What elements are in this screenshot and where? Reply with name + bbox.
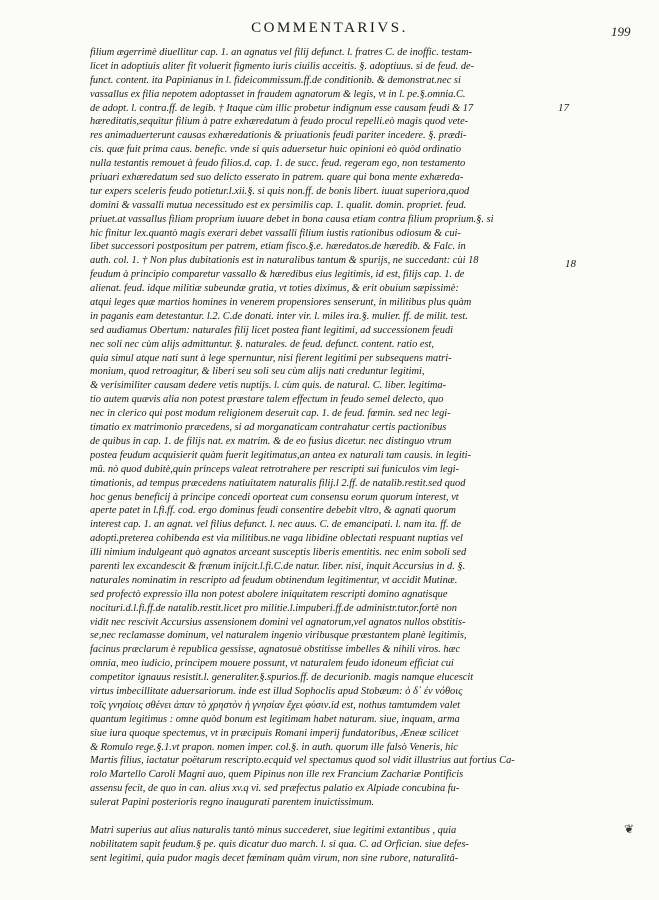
text-line: funct. content. ita Papinianus in l. fideicommissum.ff.de conditionib. & demonstrat.nec si — [90, 74, 461, 86]
text-line: libet successori postpositum per patrem, etiam fisco.§.e. hæredatos.de hæredib. & Falc. in — [90, 241, 466, 253]
text-line: sed audiamus Obertum: naturales filij licet postea fiant legitimi, ad successionem feudi — [90, 324, 454, 336]
text-line: cis. quæ fuit prima caus. benefic. vnde si quis aduersetur huic opinioni eò quòd ordinatio — [90, 144, 462, 156]
text-line: Matri superius aut alius naturalis tantò minus succederet, siue legitimi extantibus , quia — [90, 824, 457, 836]
text-line: postea feudum acquisierit quàm fuerit legitimatus,an antea ex naturali tam causis. in legiti- — [90, 449, 471, 461]
text-line: de quibus in cap. 1. de filijs nat. ex matrim. & de eo fusius dicetur. nec distinguo vtrum — [90, 435, 452, 447]
text-line: quantum legitimus : omne quòd bonum est legitimam habet naturam. siue, inquam, arma — [90, 713, 460, 725]
text-line: tur expers sceleris feudo potietur.l.xii.§. si quis non.ff. de bonis libert. iuuat superiora,quod — [90, 185, 470, 197]
text-line: priuari exhæredatum sed suo delicto esserato in patrem. quare qui bona mente exhæreda- — [90, 172, 464, 184]
printer-ornament: ❦ — [624, 822, 635, 836]
text-line: nec in clerico qui post modum religionem deseruit cap. 1. de feud. fœmin. sed nec legi- — [90, 408, 451, 420]
text-line: monium, quod retroagitur, & liberi seu soli seu cùm alijs nati creduntur legitimi, — [90, 366, 425, 378]
text-line: sed profectò expressio illa non potest abolere iniquitatem rescripti domino agnatisque — [90, 588, 448, 600]
text-line: hæreditatis,sequitur filium à patre exhæredatum à feudo procul repelli.eò magis quod vete- — [90, 116, 469, 128]
text-line: vidit nec rescivit Accursius assensionem domini vel agnatorum,vel agnatos nullos obstitis- — [90, 616, 466, 628]
text-line: τοῖς γνησίοις σθένει ἀπαν τὸ χρηστὸν ἡ γνησίαν ἔχει φύσιν.id est, nothus tamtumdem valet — [90, 699, 460, 711]
text-line — [90, 810, 545, 824]
running-title: COMMENTARIVS. — [251, 20, 408, 36]
text-line: de adopt. l. contra.ff. de legib. † Itaque cùm illic probetur indignum esse causam feudi & 17 — [90, 102, 474, 114]
text-line: hoc genus beneficij à principe concedi oporteat cum consensu eorum quorum interest, vt — [90, 491, 459, 503]
text-line: naturales nominatim in rescripto ad feudum obtinendum legitimentur, vt accidit Mutinæ. — [90, 574, 458, 586]
text-line: mû. nò quod dubitè,quin princeps valeat retrotrahere per rescripti sui funiculos vim legi- — [90, 463, 460, 475]
text-line: timationis, ad tempus præcedens natiuitatem naturalis filij.l 2.ff. de natalib.restit.sed quod — [90, 477, 466, 489]
text-line: aperte patet in l.fi.ff. cod. ergo dominus feudi consentire debebit vltro, & agnati quorum — [90, 505, 456, 517]
text-line: adopti.preterea cohibenda est via militibus.ne vaga libidine oblectati respuant nuptias vel — [90, 533, 463, 545]
text-line: assensu fecit, de quo in can. alius xv.q vi. sed præfectus palatio ex Alpiade concubina fu- — [90, 783, 460, 795]
text-line: virtus imbecillitate aduersariorum. inde est illud Sophoclis apud Stobæum: ὁ δ᾽ ἐν νόθοις — [90, 685, 463, 697]
text-line: res animaduerterunt causas exhæredationis & priuationis feudi pariter incedere. §. prædi- — [90, 130, 467, 142]
text-line: nobilitatem sapit feudum.§ pe. quis dicatur duo march. l. si qua. C. ad Orfician. siue defes- — [90, 838, 469, 850]
text-line: omnia, meo iudicio, principem mouere possunt, vt naturalem feudo idoneum efficiat cui — [90, 658, 454, 670]
body-text — [90, 46, 545, 866]
text-line: quia simul atque nati sunt à lege spernuntur, nisi fierent legitimi per subsequens matri- — [90, 352, 452, 364]
text-line: sent legitimi, quia pudor magis decet fœminam quàm virum, non sine rubore, naturalitâ- — [90, 852, 459, 864]
text-line: licet in adoptiuis aliter fit voluerit figmento iuris ciuilis acceitis. §. adoptiuus. si de feud. de- — [90, 60, 475, 72]
text-line: priuet.at vassallus filiam proprium iuuare debet in bona causa etiam contra filium proprium.§. si — [90, 213, 494, 225]
text-line: interest cap. 1. an agnat. vel filius defunct. l. nec auus. C. de emancipati. l. nam ita. ff. de — [90, 519, 462, 531]
text-line: alienat. feud. idque militiæ subeundæ gratia, vt toties diximus, & erit obuium sæpissimè: — [90, 283, 459, 295]
text-line: hic finitur lex.quantò magis exerari debet vassalli filium iustis rationibus odiosum & cui- — [90, 227, 461, 239]
text-line: se,nec reclamasse dominum, vel naturalem ingenio viribusque præstantem planè legitimis, — [90, 630, 467, 642]
text-line: filium ægerrimè diuellitur cap. 1. an agnatus vel filij defunct. l. fratres C. de inoffic. testam- — [90, 47, 473, 58]
text-line: tio autem quævis alia non potest præstare talem effectum in feudo semel delecto, quo — [90, 394, 444, 406]
text-line: domini & vassalli mutua necessitudo est ex persimilis cap. 1. qualit. domin. propriet. feud. — [90, 199, 467, 211]
text-line: nec soli nec cùm alijs admittuntur. §. naturales. de feud. defunct. content. ratio est, — [90, 338, 434, 350]
text-line: facinus præclarum è republica gessisse, agnatosuè obstitisse imbelles & nihili viros. hæc — [90, 644, 461, 656]
text-line: feudum à principio comparetur vassallo & hæredibus eius legitimis, id est, filijs cap. 1. de — [90, 269, 465, 281]
text-line: vassallus ex filia nepotem adoptasset in fraudem agnatorum & legis, vt in l. pe.§.omnia.C. — [90, 88, 466, 100]
text-line: & verisimiliter causam dedere vetis nuptijs. l. cùm quis. de natural. C. liber. legitima- — [90, 380, 447, 392]
text-line: parenti lex excandescit & frænum inijcit.l.fi.C.de natur. liber. nisi, inquit Accursius in d. §. — [90, 560, 466, 572]
text-line: timatio ex matrimonio præcedens, si ad morganaticam contrahatur certis pactionibus — [90, 422, 447, 434]
text-line: rolo Martello Caroli Magni auo, quem Pipinus non ille rex Francium Zachariæ Pontificis — [90, 769, 464, 781]
text-line: illi nimium indulgeant quò agnatos arceant susceptis liberis ementitis. nec enim soboli sed — [90, 547, 467, 559]
margin-marker: 18 — [565, 258, 576, 270]
text-line: auth. col. 1. † Non plus dubitationis est in naturalibus tantum & spurijs, ne succedant: cùi 18 — [90, 255, 479, 267]
margin-marker: 17 — [558, 102, 569, 114]
text-line: sulerat Papini posterioris regno inaugurati parentem inuictissimum. — [90, 797, 375, 809]
text-line: & Romulo rege.§.1.vt prapon. nomen imper. col.§. in auth. quorum ille falsò Veneris, hic — [90, 741, 458, 753]
text-line: competitor ignauus resistit.l. generaliter.§.spurios.ff. de decurionib. magis namque elucescit — [90, 672, 474, 684]
text-line: nocituri.d.l.fi.ff.de natalib.restit.licet pro militie.l.impuberi.ff.de administr.tutor.fortè non — [90, 602, 457, 614]
text-line: Martis filius, iactatur poëtarum rescripto.ecquid vel spectamus quod sol vidit illustrius aut fortius Ca- — [90, 755, 515, 767]
text-line: atqui leges quæ martios homines in venerem propensiores senserunt, in militibus plus quàm — [90, 297, 472, 309]
text-line: siue iura quoque spectemus, vt in præcipuis Romani imperij fundatoribus, Æneæ scilicet — [90, 727, 459, 739]
page-number: 199 — [611, 24, 631, 39]
text-line: nulla testantis remouet à feudo filios.d. cap. 1. de succ. feud. regeram ego, non testamento — [90, 158, 466, 170]
text-line: in paganis eam detestantur. l.2. C.de donati. inter vir. l. miles ira.§. mulier. ff. de milit. test. — [90, 310, 468, 322]
